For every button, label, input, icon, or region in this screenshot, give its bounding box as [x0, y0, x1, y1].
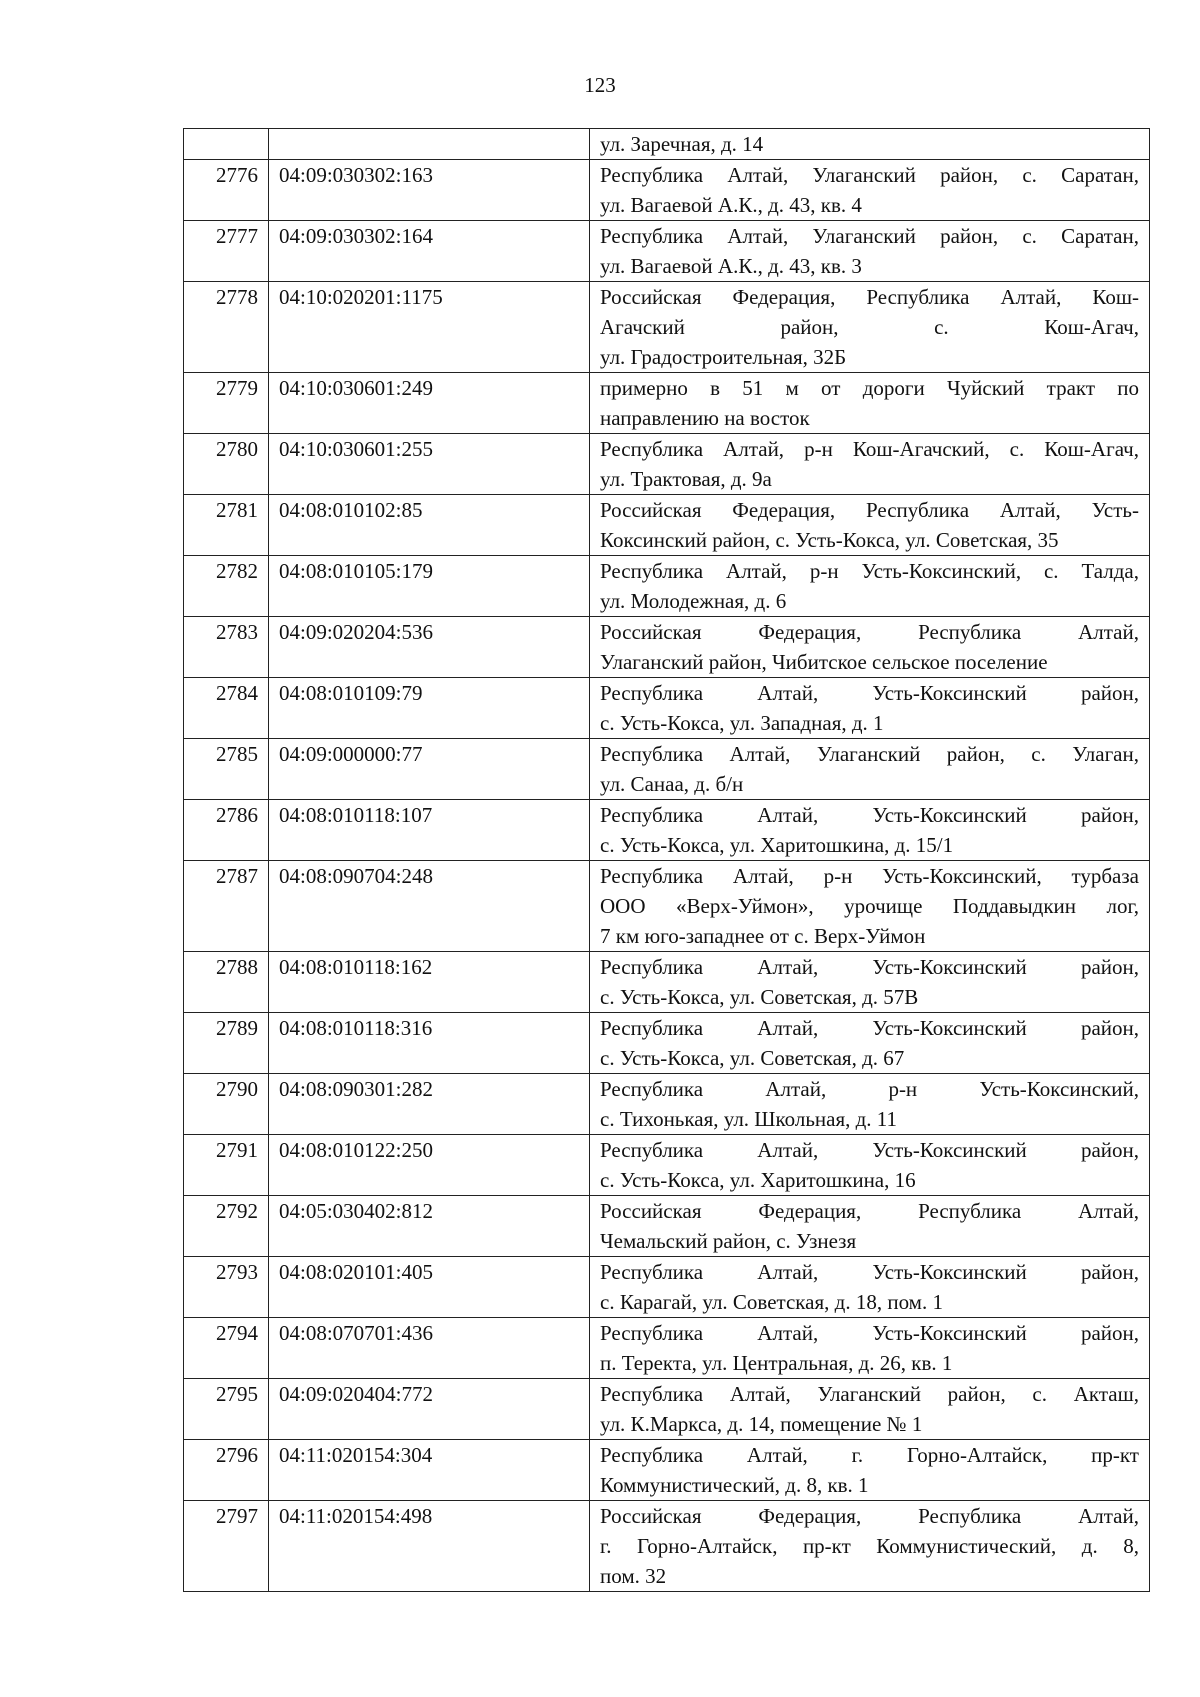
address-line: Российская Федерация, Республика Алтай, Усть-: [600, 498, 1139, 522]
table-row: [184, 1135, 1150, 1196]
row-number-cell: 2777: [184, 221, 269, 282]
cadastral-number-cell: 04:08:090704:248: [269, 861, 590, 952]
cadastral-number-cell: 04:10:030601:255: [269, 434, 590, 495]
row-number-cell: 2784: [184, 678, 269, 739]
cadastral-number-cell: 04:09:020404:772: [269, 1379, 590, 1440]
table-row: [184, 1318, 1150, 1379]
row-number-cell: 2787: [184, 861, 269, 952]
address-line: с. Усть-Кокса, ул. Харитошкина, д. 15/1: [600, 833, 954, 857]
address-line: Республика Алтай, р-н Усть-Коксинский, с. Талда,: [600, 559, 1139, 583]
address-line: Республика Алтай, Улаганский район, с. Улаган,: [600, 742, 1139, 766]
address-line: Республика Алтай, Усть-Коксинский район,: [600, 1321, 1139, 1345]
cadastral-number-cell: 04:05:030402:812: [269, 1196, 590, 1257]
cadastral-number-cell: 04:08:010109:79: [269, 678, 590, 739]
address-cell: [590, 1013, 1150, 1074]
row-number-cell: 2782: [184, 556, 269, 617]
address-line: с. Карагай, ул. Советская, д. 18, пом. 1: [600, 1290, 943, 1314]
address-line: ул. Вагаевой А.К., д. 43, кв. 4: [600, 193, 862, 217]
row-number-cell: 2778: [184, 282, 269, 373]
address-cell: [590, 1501, 1150, 1592]
address-line: Республика Алтай, Улаганский район, с. Саратан,: [600, 224, 1139, 248]
address-line: г. Горно-Алтайск, пр-кт Коммунистический, д. 8,: [600, 1534, 1139, 1558]
row-number-cell: 2781: [184, 495, 269, 556]
address-line: Республика Алтай, р-н Кош-Агачский, с. Кош-Агач,: [600, 437, 1139, 461]
address-cell: [590, 373, 1150, 434]
address-line: Республика Алтай, Усть-Коксинский район,: [600, 1260, 1139, 1284]
row-number-cell: 2783: [184, 617, 269, 678]
cadastral-number-cell: 04:11:020154:304: [269, 1440, 590, 1501]
cadastral-number-cell: 04:09:030302:163: [269, 160, 590, 221]
table-row: [184, 495, 1150, 556]
cadastral-number-cell: 04:08:010102:85: [269, 495, 590, 556]
table-row: [184, 952, 1150, 1013]
address-line: Российская Федерация, Республика Алтай,: [600, 1504, 1139, 1528]
address-line: Агачский район, с. Кош-Агач,: [600, 315, 1139, 339]
cadastral-number-cell: 04:08:090301:282: [269, 1074, 590, 1135]
address-line: ул. Заречная, д. 14: [600, 132, 764, 156]
address-cell: [590, 952, 1150, 1013]
table-row: [184, 739, 1150, 800]
registry-table: [183, 128, 1150, 1592]
address-line: Республика Алтай, г. Горно-Алтайск, пр-кт: [600, 1443, 1139, 1467]
row-number-cell: 2794: [184, 1318, 269, 1379]
cadastral-number-cell: 04:11:020154:498: [269, 1501, 590, 1592]
address-cell: [590, 1440, 1150, 1501]
table-row: [184, 861, 1150, 952]
table-row: [184, 1013, 1150, 1074]
address-line: 7 км юго-западнее от с. Верх-Уймон: [600, 924, 926, 948]
row-number-cell: 2792: [184, 1196, 269, 1257]
address-line: пом. 32: [600, 1564, 667, 1588]
address-cell: [590, 1135, 1150, 1196]
table-row: [184, 556, 1150, 617]
table-row: [184, 617, 1150, 678]
row-number-cell: 2795: [184, 1379, 269, 1440]
cadastral-number-cell: 04:09:020204:536: [269, 617, 590, 678]
address-line: с. Усть-Кокса, ул. Западная, д. 1: [600, 711, 884, 735]
table-row: [184, 678, 1150, 739]
address-cell: [590, 1379, 1150, 1440]
registry-table-body: [184, 129, 1150, 1592]
address-cell: [590, 434, 1150, 495]
row-number-cell: 2797: [184, 1501, 269, 1592]
address-line: Республика Алтай, Усть-Коксинский район,: [600, 1016, 1139, 1040]
address-line: Российская Федерация, Республика Алтай,: [600, 1199, 1139, 1223]
row-number-cell: [184, 129, 269, 160]
address-cell: [590, 1257, 1150, 1318]
row-number-cell: 2776: [184, 160, 269, 221]
address-line: Республика Алтай, Усть-Коксинский район,: [600, 1138, 1139, 1162]
address-line: с. Усть-Кокса, ул. Советская, д. 67: [600, 1046, 905, 1070]
cadastral-number-cell: 04:08:070701:436: [269, 1318, 590, 1379]
address-line: ул. Молодежная, д. 6: [600, 589, 787, 613]
cadastral-number-cell: 04:08:020101:405: [269, 1257, 590, 1318]
address-cell: [590, 221, 1150, 282]
address-cell: [590, 556, 1150, 617]
address-line: ул. Санаа, д. б/н: [600, 772, 744, 796]
address-cell: [590, 739, 1150, 800]
row-number-cell: 2790: [184, 1074, 269, 1135]
cadastral-number-cell: 04:08:010118:162: [269, 952, 590, 1013]
row-number-cell: 2785: [184, 739, 269, 800]
row-number-cell: 2791: [184, 1135, 269, 1196]
row-number-cell: 2789: [184, 1013, 269, 1074]
address-cell: [590, 678, 1150, 739]
address-line: Республика Алтай, Усть-Коксинский район,: [600, 803, 1139, 827]
table-row: [184, 1501, 1150, 1592]
address-cell: [590, 1318, 1150, 1379]
address-cell: [590, 129, 1150, 160]
address-line: направлению на восток: [600, 406, 810, 430]
row-number-cell: 2780: [184, 434, 269, 495]
row-number-cell: 2786: [184, 800, 269, 861]
address-cell: [590, 861, 1150, 952]
address-line: ул. Трактовая, д. 9а: [600, 467, 772, 491]
address-line: п. Теректа, ул. Центральная, д. 26, кв. 1: [600, 1351, 953, 1375]
cadastral-number-cell: [269, 129, 590, 160]
address-line: ул. Вагаевой А.К., д. 43, кв. 3: [600, 254, 862, 278]
address-line: ул. К.Маркса, д. 14, помещение № 1: [600, 1412, 923, 1436]
table-row: [184, 1257, 1150, 1318]
address-line: Республика Алтай, Усть-Коксинский район,: [600, 955, 1139, 979]
row-number-cell: 2788: [184, 952, 269, 1013]
address-line: ул. Градостроительная, 32Б: [600, 345, 847, 369]
address-line: Республика Алтай, р-н Усть-Коксинский,: [600, 1077, 1139, 1101]
address-line: Республика Алтай, Усть-Коксинский район,: [600, 681, 1139, 705]
address-cell: [590, 800, 1150, 861]
row-number-cell: 2779: [184, 373, 269, 434]
address-line: примерно в 51 м от дороги Чуйский тракт по: [600, 376, 1139, 400]
cadastral-number-cell: 04:09:000000:77: [269, 739, 590, 800]
address-line: Коксинский район, с. Усть-Кокса, ул. Советская, 35: [600, 528, 1059, 552]
address-cell: [590, 282, 1150, 373]
cadastral-number-cell: 04:08:010118:107: [269, 800, 590, 861]
address-line: Коммунистический, д. 8, кв. 1: [600, 1473, 869, 1497]
table-row: [184, 282, 1150, 373]
address-line: с. Тихонькая, ул. Школьная, д. 11: [600, 1107, 898, 1131]
address-cell: [590, 1074, 1150, 1135]
table-row: [184, 221, 1150, 282]
row-number-cell: 2793: [184, 1257, 269, 1318]
table-row: [184, 800, 1150, 861]
address-line: с. Усть-Кокса, ул. Харитошкина, 16: [600, 1168, 916, 1192]
table-row: [184, 1196, 1150, 1257]
address-cell: [590, 495, 1150, 556]
address-line: ООО «Верх-Уймон», урочище Поддавыдкин лог,: [600, 894, 1139, 918]
table-row: [184, 373, 1150, 434]
address-line: Республика Алтай, Улаганский район, с. Акташ,: [600, 1382, 1139, 1406]
row-number-cell: 2796: [184, 1440, 269, 1501]
address-line: Российская Федерация, Республика Алтай, Кош-: [600, 285, 1139, 309]
table-row: [184, 1074, 1150, 1135]
cadastral-number-cell: 04:08:010105:179: [269, 556, 590, 617]
cadastral-number-cell: 04:10:030601:249: [269, 373, 590, 434]
address-cell: [590, 1196, 1150, 1257]
table-row: [184, 1440, 1150, 1501]
address-line: с. Усть-Кокса, ул. Советская, д. 57В: [600, 985, 919, 1009]
page-number: 123: [584, 73, 616, 97]
address-line: Республика Алтай, р-н Усть-Коксинский, турбаза: [600, 864, 1139, 888]
address-line: Республика Алтай, Улаганский район, с. Саратан,: [600, 163, 1139, 187]
address-cell: [590, 617, 1150, 678]
address-line: Чемальский район, с. Узнезя: [600, 1229, 857, 1253]
address-cell: [590, 160, 1150, 221]
table-row: [184, 1379, 1150, 1440]
table-row: [184, 129, 1150, 160]
address-line: Российская Федерация, Республика Алтай,: [600, 620, 1139, 644]
cadastral-number-cell: 04:08:010118:316: [269, 1013, 590, 1074]
cadastral-number-cell: 04:10:020201:1175: [269, 282, 590, 373]
table-row: [184, 160, 1150, 221]
address-line: Улаганский район, Чибитское сельское поселение: [600, 650, 1048, 674]
cadastral-number-cell: 04:08:010122:250: [269, 1135, 590, 1196]
table-row: [184, 434, 1150, 495]
cadastral-number-cell: 04:09:030302:164: [269, 221, 590, 282]
